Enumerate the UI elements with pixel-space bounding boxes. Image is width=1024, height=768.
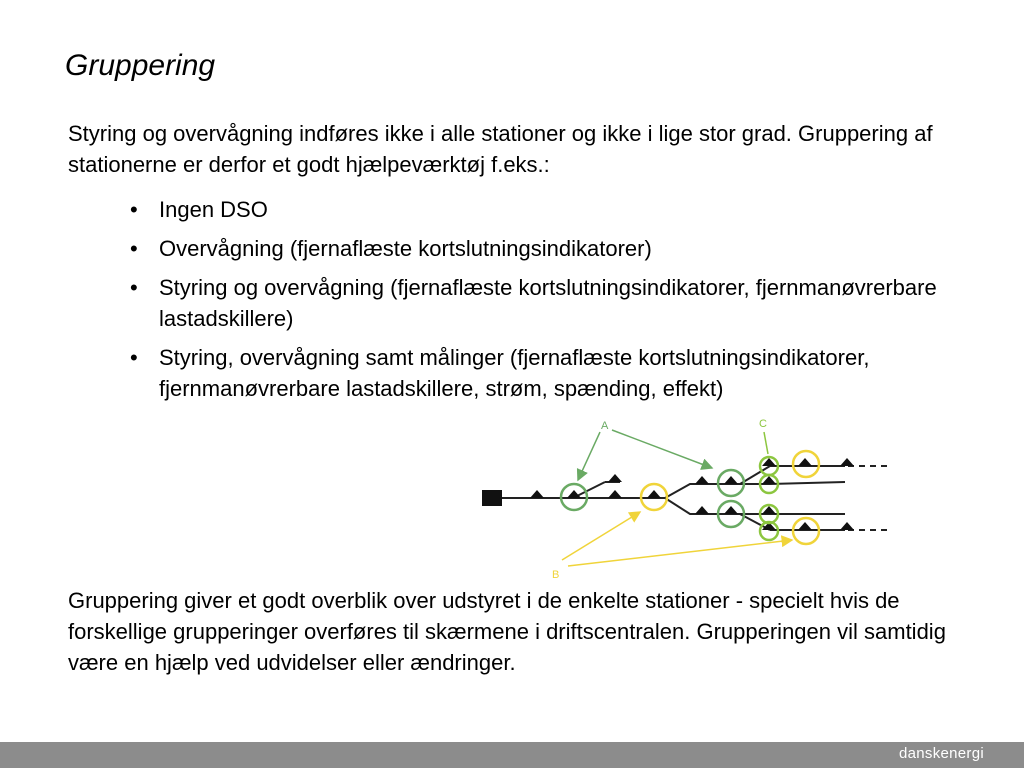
slide-title: Gruppering: [65, 49, 216, 82]
bullet-text: Styring, overvågning samt målinger (fjernaflæste kortslutningsindikatorer, fjernmanøvrerbare lastadskillere, strøm, spænding, effekt): [159, 345, 870, 401]
label-c: C: [759, 418, 767, 430]
bullet-dot-icon: •: [130, 275, 138, 300]
label-a: A: [601, 420, 609, 432]
brand-logo: danskenergi: [898, 745, 984, 762]
arrow-b-right: [568, 540, 792, 566]
bullet-dot-icon: •: [130, 345, 138, 370]
arrow-b-left: [562, 512, 640, 560]
footer-bar: [0, 742, 1024, 768]
intro-paragraph: Styring og overvågning indføres ikke i alle stationer og ikke i lige stor grad. Gruppering af stationerne er derfor et godt hjælpeværktøj f.eks.:: [68, 121, 933, 177]
upper-branch-line: [665, 482, 845, 498]
arrow-a-left: [578, 432, 600, 480]
bullet-item: [128, 233, 978, 264]
network-grouping-diagram: [470, 412, 910, 584]
feeder-lines: [500, 466, 845, 530]
arrow-c-line: [764, 432, 768, 454]
bullet-item: [128, 342, 978, 404]
source-block-icon: [482, 490, 502, 506]
label-b: B: [552, 569, 560, 581]
outro-paragraph: Gruppering giver et godt overblik over udstyret i de enkelte stationer - specielt hvis de forskellige grupperinger overføres til skærmene i driftscentralen. Grupperingen vil samtidig være en hjælp ved udvidelser eller ændringer.: [68, 588, 946, 675]
arrow-a-right: [612, 430, 712, 468]
bullet-dot-icon: •: [130, 197, 138, 222]
lower-branch-line: [665, 498, 845, 514]
bullet-dot-icon: •: [130, 236, 138, 261]
bullet-item: [128, 194, 978, 225]
bullet-text: Ingen DSO: [159, 197, 268, 222]
bullet-item: [128, 272, 978, 334]
continuation-lines: [848, 466, 888, 530]
bullet-text: Overvågning (fjernaflæste kortslutningsindikatorer): [159, 236, 652, 261]
bullet-list: [128, 194, 978, 412]
bullet-text: Styring og overvågning (fjernaflæste kortslutningsindikatorer, fjernmanøvrerbare lastadskillere): [159, 275, 937, 331]
